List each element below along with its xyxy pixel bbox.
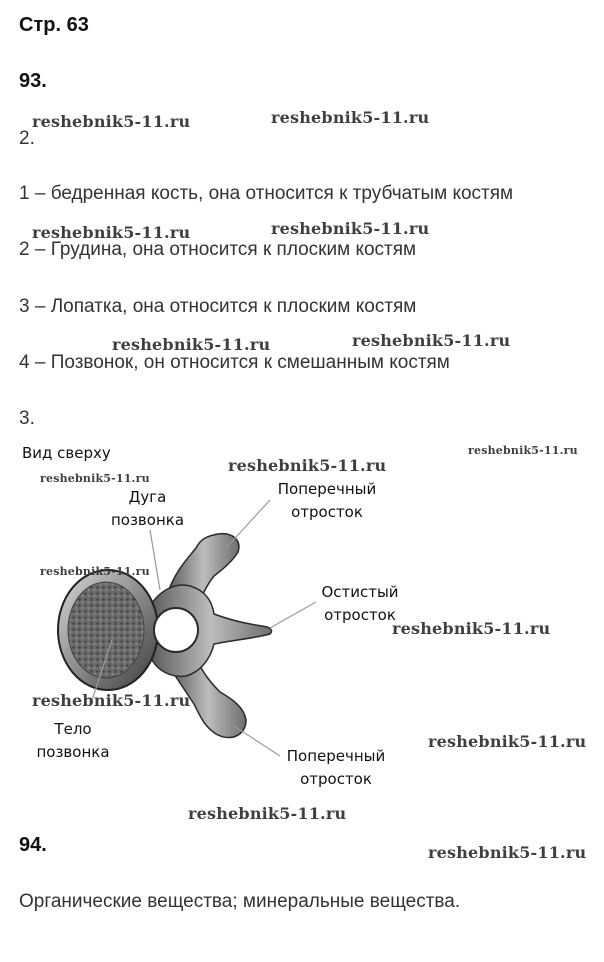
spinous-process-label-line-2: отросток [324, 606, 396, 624]
answer-line-2: 2 – Грудина, она относится к плоским костям [19, 239, 417, 260]
watermark: reshebnik5-11.ru [40, 472, 150, 485]
answer-line-3: 3 – Лопатка, она относится к плоским костям [19, 296, 417, 317]
watermark: reshebnik5-11.ru [392, 619, 551, 638]
watermark: reshebnik5-11.ru [228, 456, 387, 475]
arch-label-line-2: позвонка [110, 511, 185, 529]
arch-label-line-1: Дуга [128, 488, 167, 506]
watermark: reshebnik5-11.ru [32, 691, 191, 710]
watermark: reshebnik5-11.ru [271, 219, 430, 238]
view-label: Вид сверху [22, 444, 111, 462]
vertebral-foramen [154, 608, 198, 652]
transverse-process-top-label [268, 478, 386, 524]
transverse-process-bottom-label [276, 745, 396, 791]
vertebral-body-label-line-1: Тело [54, 720, 92, 738]
task-94-number: 94. [19, 834, 47, 856]
transverse-process-top-label-line-2: отросток [291, 503, 363, 521]
transverse-process-bottom-label-line-1: Поперечный [286, 747, 386, 765]
watermark: reshebnik5-11.ru [428, 732, 587, 751]
task-94-answer: Органические вещества; минеральные вещества. [19, 891, 461, 912]
watermark: reshebnik5-11.ru [271, 108, 430, 127]
transverse-process-bottom-label-line-2: отросток [300, 770, 372, 788]
answer-line-4: 4 – Позвонок, он относится к смешанным костям [19, 352, 450, 373]
task-93-part-3-number: 3. [19, 408, 35, 429]
vertebral-body-label-line-2: позвонка [36, 743, 110, 761]
watermark: reshebnik5-11.ru [428, 843, 587, 862]
transverse-process-top-label-line-1: Поперечный [277, 480, 377, 498]
page-title: Стр. 63 [19, 14, 89, 36]
vertebral-body-label [28, 718, 118, 764]
vertebral-body-spongy [68, 582, 144, 678]
spinous-process-label-line-1: Остистый [321, 583, 399, 601]
task-93-part-2-number: 2. [19, 128, 35, 149]
arch-label [100, 486, 195, 532]
watermark: reshebnik5-11.ru [188, 804, 347, 823]
watermark: reshebnik5-11.ru [468, 444, 578, 457]
watermark: reshebnik5-11.ru [40, 565, 150, 578]
watermark: reshebnik5-11.ru [352, 331, 511, 350]
answer-line-1: 1 – бедренная кость, она относится к трубчатым костям [19, 183, 514, 204]
task-93-number: 93. [19, 70, 47, 92]
watermark: reshebnik5-11.ru [32, 223, 191, 242]
watermark: reshebnik5-11.ru [32, 112, 191, 131]
watermark: reshebnik5-11.ru [112, 335, 271, 354]
